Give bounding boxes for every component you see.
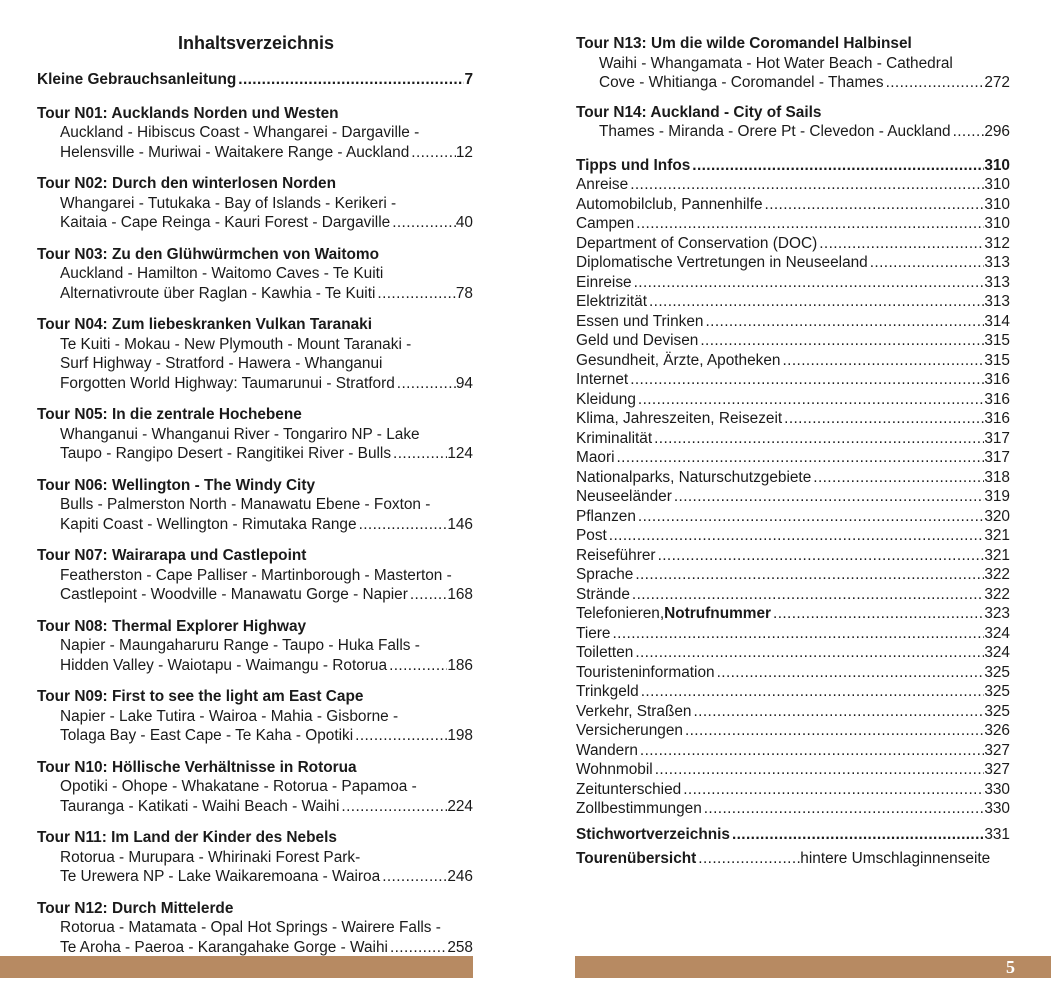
- tipps-item-label: Post: [576, 527, 607, 544]
- tipps-item[interactable]: [576, 526, 1010, 546]
- tipps-item[interactable]: [576, 390, 1010, 410]
- tipps-item-label: Pflanzen: [576, 507, 636, 525]
- tipps-item-label: Kleidung: [576, 390, 636, 408]
- tipps-item-label: Strände: [576, 585, 630, 603]
- page-number: 325: [984, 702, 1010, 720]
- page-number: 316: [984, 410, 1010, 427]
- tour-route: Napier - Maungaharuru Range - Taupo - Huka Falls -: [60, 637, 420, 654]
- right-toc-column: [576, 34, 1010, 869]
- tour-route: Surf Highway - Stratford - Hawera - Whanganui: [60, 355, 383, 372]
- tipps-item-label: Anreise: [576, 176, 629, 193]
- page-number: 313: [984, 273, 1010, 291]
- page-number: 12: [455, 143, 473, 161]
- page-number: 315: [984, 332, 1010, 349]
- tipps-item[interactable]: [576, 234, 1010, 254]
- page-number: 323: [984, 605, 1010, 622]
- page-number: 313: [984, 254, 1010, 271]
- tipps-list: [576, 175, 1010, 819]
- page-number: 94: [455, 374, 473, 392]
- tipps-item[interactable]: [576, 351, 1010, 371]
- page-number: 319: [984, 488, 1010, 505]
- page-number: 124: [447, 445, 473, 462]
- tipps-item-label: Zeitunterschied: [576, 780, 682, 798]
- toc-entry-tipps[interactable]: Tipps und Infos ..... 310: [576, 156, 1010, 176]
- tour-route: Castlepoint - Woodville - Manawatu Gorge - Napier: [60, 586, 408, 603]
- tipps-item-label: Klima, Jahreszeiten, Reisezeit: [576, 410, 783, 427]
- tour-route: Tolaga Bay - East Cape - Te Kaha - Opotiki: [60, 727, 354, 744]
- page-number: 272: [984, 74, 1010, 91]
- tipps-item-label: Diplomatische Vertretungen in Neuseeland: [576, 254, 868, 271]
- tour-route: Opotiki - Ohope - Whakatane - Rotorua - Papamoa -: [60, 778, 417, 795]
- tour-entry-n06[interactable]: [37, 476, 473, 535]
- page-number: 322: [984, 566, 1010, 583]
- tour-route: Auckland - Hamilton - Waitomo Caves - Te Kuiti: [60, 265, 384, 282]
- tipps-item[interactable]: [576, 429, 1010, 449]
- tipps-item[interactable]: [576, 370, 1010, 390]
- tipps-item[interactable]: [576, 214, 1010, 234]
- tipps-item[interactable]: [576, 760, 1010, 780]
- page-number: 321: [984, 527, 1010, 544]
- tour-route: Rotorua - Murupara - Whirinaki Forest Park-: [60, 848, 361, 866]
- tour-route: Helensville - Muriwai - Waitakere Range - Auckland: [60, 143, 410, 161]
- tour-title: Tour N05: In die zentrale Hochebene: [37, 406, 302, 423]
- tour-route: Te Aroha - Paeroa - Karangahake Gorge - Waihi: [60, 938, 388, 956]
- tour-entry-n13[interactable]: [576, 34, 1010, 93]
- tour-entry-n04[interactable]: [37, 315, 473, 393]
- tipps-item[interactable]: [576, 799, 1010, 819]
- page-number: 324: [984, 624, 1010, 642]
- page-number: 314: [984, 312, 1010, 330]
- tipps-item[interactable]: [576, 292, 1010, 312]
- tipps-item[interactable]: [576, 253, 1010, 273]
- tour-entry-n01[interactable]: [37, 104, 473, 163]
- tipps-item-label: Einreise: [576, 273, 632, 291]
- tipps-item[interactable]: [576, 565, 1010, 585]
- tipps-item[interactable]: [576, 487, 1010, 507]
- tour-entry-n03[interactable]: [37, 245, 473, 304]
- tour-route: Whangarei - Tutukaka - Bay of Islands - Kerikeri -: [60, 194, 397, 212]
- tipps-item[interactable]: [576, 331, 1010, 351]
- tipps-item-label: Sprache: [576, 566, 634, 583]
- tour-entry-n02[interactable]: [37, 174, 473, 233]
- tour-title: Tour N12: Durch Mittelerde: [37, 899, 234, 917]
- right-page: [560, 0, 1051, 1000]
- page-number: 258: [447, 938, 473, 956]
- tipps-item[interactable]: [576, 780, 1010, 800]
- tipps-item[interactable]: [576, 741, 1010, 761]
- tour-title: Tour N04: Zum liebeskranken Vulkan Taranaki: [37, 316, 372, 333]
- page-number: 310: [984, 215, 1010, 232]
- tipps-item[interactable]: [576, 721, 1010, 741]
- tipps-item[interactable]: [576, 409, 1010, 429]
- tour-route: Auckland - Hibiscus Coast - Whangarei - Dargaville -: [60, 124, 420, 141]
- page-number: 322: [984, 585, 1010, 603]
- footer-bar-left: [0, 956, 473, 978]
- tour-entry-n11[interactable]: [37, 828, 473, 887]
- tipps-item[interactable]: [576, 312, 1010, 332]
- tipps-item[interactable]: [576, 175, 1010, 195]
- tipps-item-label: Toiletten: [576, 644, 634, 661]
- tour-entry-n09[interactable]: [37, 687, 473, 746]
- tipps-item-label: Essen und Trinken: [576, 312, 704, 330]
- page-number-footer: 5: [1006, 957, 1015, 977]
- tour-title: Tour N13: Um die wilde Coromandel Halbinsel: [576, 35, 912, 52]
- tour-route: Kapiti Coast - Wellington - Rimutaka Range: [60, 515, 357, 533]
- page-number: 198: [447, 727, 473, 744]
- tipps-item[interactable]: [576, 624, 1010, 644]
- tour-route: Waihi - Whangamata - Hot Water Beach - Cathedral: [599, 54, 953, 72]
- tipps-item-label: Wohnmobil: [576, 761, 653, 778]
- tipps-item-label: Internet: [576, 371, 629, 388]
- tour-entry-n12[interactable]: [37, 899, 473, 958]
- tour-title: Tour N08: Thermal Explorer Highway: [37, 617, 307, 635]
- left-toc-column: [37, 70, 473, 957]
- tour-title: Tour N02: Durch den winterlosen Norden: [37, 175, 337, 192]
- toc-entry-intro[interactable]: Kleine Gebrauchsanleitung ..... 7: [37, 70, 473, 90]
- tour-entry-n05[interactable]: [37, 405, 473, 464]
- page-number: 325: [984, 683, 1010, 700]
- tipps-item[interactable]: [576, 195, 1010, 215]
- tour-route: Napier - Lake Tutira - Wairoa - Mahia - Gisborne -: [60, 707, 399, 725]
- tipps-item-label: Geld und Devisen: [576, 332, 699, 349]
- tipps-item[interactable]: [576, 604, 1010, 624]
- tipps-item-label: Telefonieren,: [576, 605, 665, 622]
- toc-entry-stichwort[interactable]: Stichwortverzeichnis ..... 331: [576, 825, 1010, 845]
- tipps-item-label: Touristeninformation: [576, 663, 715, 681]
- tipps-item[interactable]: [576, 507, 1010, 527]
- tour-title: Tour N03: Zu den Glühwürmchen von Waitomo: [37, 245, 380, 263]
- page-number: 316: [984, 390, 1010, 408]
- tipps-item[interactable]: [576, 546, 1010, 566]
- page-number: 330: [984, 800, 1010, 817]
- tour-route: Thames - Miranda - Orere Pt - Clevedon - Auckland: [599, 123, 951, 140]
- tipps-item-label: Trinkgeld: [576, 683, 639, 700]
- page-number: 40: [455, 214, 473, 231]
- tour-route: Te Kuiti - Mokau - New Plymouth - Mount Taranaki -: [60, 335, 412, 353]
- tipps-item[interactable]: [576, 448, 1010, 468]
- page-number: 315: [984, 351, 1010, 369]
- tipps-item[interactable]: [576, 468, 1010, 488]
- tour-title: Tour N11: Im Land der Kinder des Nebels: [37, 829, 337, 846]
- page-number: 186: [447, 656, 473, 674]
- page-number: 324: [984, 644, 1010, 661]
- tipps-item[interactable]: [576, 643, 1010, 663]
- toc-entry-touren[interactable]: Tourenübersicht ..... hintere Umschlaginnenseite: [576, 849, 1010, 869]
- tipps-item[interactable]: [576, 702, 1010, 722]
- tour-route: Tauranga - Katikati - Waihi Beach - Waihi: [60, 797, 340, 815]
- tour-title: Tour N01: Aucklands Norden und Westen: [37, 104, 339, 122]
- tour-route: Rotorua - Matamata - Opal Hot Springs - Wairere Falls -: [60, 919, 441, 936]
- tipps-item-label: Nationalparks, Naturschutzgebiete: [576, 468, 812, 486]
- tipps-item-label: Maori: [576, 449, 615, 466]
- tipps-item[interactable]: [576, 682, 1010, 702]
- tipps-item-label: Verkehr, Straßen: [576, 702, 692, 720]
- tour-route: Forgotten World Highway: Taumarunui - Stratford: [60, 374, 395, 392]
- page-number: 318: [984, 468, 1010, 486]
- page-number: 146: [447, 515, 473, 533]
- tipps-item-label: Reiseführer: [576, 546, 656, 564]
- tipps-item-label-bold: Notrufnummer: [664, 605, 772, 622]
- tour-title: Tour N10: Höllische Verhältnisse in Rotorua: [37, 758, 357, 776]
- tour-entry-n07[interactable]: [37, 546, 473, 605]
- tipps-item-label: Elektrizität: [576, 293, 647, 310]
- tour-route: Cove - Whitianga - Coromandel - Thames: [599, 74, 884, 91]
- page-number: 316: [984, 371, 1010, 388]
- tour-route: Featherston - Cape Palliser - Martinborough - Masterton -: [60, 566, 452, 584]
- page-number: 246: [447, 868, 473, 885]
- tour-route: Kaitaia - Cape Reinga - Kauri Forest - Dargaville: [60, 214, 391, 231]
- page-number: 224: [447, 797, 473, 815]
- page-number: 317: [984, 449, 1010, 466]
- tipps-item-label: Campen: [576, 215, 635, 232]
- page-number: 168: [447, 586, 473, 603]
- page-number: 320: [984, 507, 1010, 525]
- tour-route: Alternativroute über Raglan - Kawhia - Te Kuiti: [60, 284, 376, 302]
- page-number: 310: [984, 176, 1010, 193]
- page-number: 317: [984, 429, 1010, 447]
- page-number: 326: [984, 722, 1010, 739]
- tipps-item-label: Department of Conservation (DOC): [576, 234, 818, 252]
- tour-route: Bulls - Palmerston North - Manawatu Ebene - Foxton -: [60, 496, 431, 513]
- tipps-item-label: Gesundheit, Ärzte, Apotheken: [576, 351, 781, 369]
- tipps-item[interactable]: [576, 273, 1010, 293]
- tour-title: Tour N06: Wellington - The Windy City: [37, 476, 316, 494]
- tour-route: Hidden Valley - Waiotapu - Waimangu - Rotorua: [60, 656, 388, 674]
- page-number: 327: [984, 761, 1010, 778]
- tipps-item-label: Automobilclub, Pannenhilfe: [576, 195, 763, 213]
- page-number: 78: [455, 284, 473, 302]
- page-number: 310: [984, 195, 1010, 213]
- tour-entry-n08[interactable]: [37, 617, 473, 676]
- tipps-item-label: Zollbestimmungen: [576, 800, 702, 817]
- page-number: 312: [984, 234, 1010, 252]
- tipps-item-label: Tiere: [576, 624, 611, 642]
- page-number: 313: [984, 293, 1010, 310]
- tipps-item-label: Neuseeländer: [576, 488, 672, 505]
- page-number: 330: [984, 780, 1010, 798]
- page-number: 325: [984, 663, 1010, 681]
- tipps-item[interactable]: [576, 585, 1010, 605]
- tour-title: Tour N07: Wairarapa und Castlepoint: [37, 547, 307, 564]
- page-number: 327: [984, 741, 1010, 759]
- footer-bar-right: [575, 956, 1051, 978]
- left-page: [0, 0, 520, 1000]
- tour-entry-n10[interactable]: [37, 758, 473, 817]
- tipps-item-label: Kriminalität: [576, 429, 653, 447]
- tour-entry-n14[interactable]: [576, 103, 1010, 142]
- tour-route: Whanganui - Whanganui River - Tongariro NP - Lake: [60, 425, 420, 443]
- tipps-item-label: Versicherungen: [576, 722, 683, 739]
- page-number: 296: [984, 123, 1010, 140]
- tour-route: Taupo - Rangipo Desert - Rangitikei River - Bulls: [60, 445, 392, 462]
- tipps-item[interactable]: [576, 663, 1010, 683]
- page-number: 321: [984, 546, 1010, 564]
- tipps-item-label: Wandern: [576, 741, 638, 759]
- toc-heading: Inhaltsverzeichnis: [177, 33, 335, 53]
- tour-title: Tour N09: First to see the light am East Cape: [37, 688, 364, 705]
- tour-route: Te Urewera NP - Lake Waikaremoana - Wairoa: [60, 868, 381, 885]
- tour-title: Tour N14: Auckland - City of Sails: [576, 103, 822, 121]
